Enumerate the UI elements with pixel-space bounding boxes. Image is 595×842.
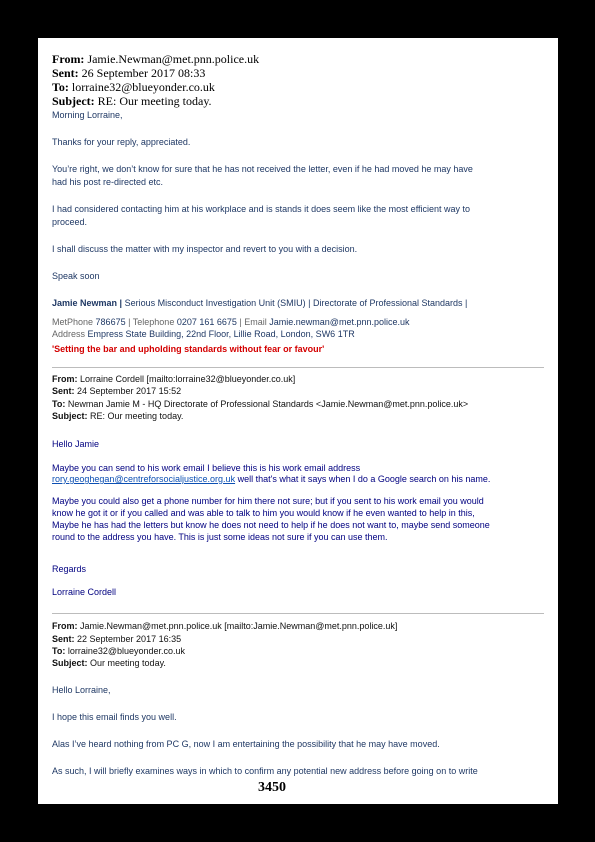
email2-subject-line: Subject: RE: Our meeting today. — [52, 411, 184, 421]
email1-greeting: Morning Lorraine, — [52, 110, 123, 120]
email3-subject: Our meeting today. — [90, 658, 166, 668]
email2-name: Lorraine Cordell — [52, 587, 117, 597]
email3-subject-line: Subject: Our meeting today. — [52, 658, 166, 668]
email1-paragraph: proceed. — [52, 217, 88, 227]
email1-motto: 'Setting the bar and upholding standards without fear or favour' — [52, 344, 325, 354]
email3-sent: 22 September 2017 16:35 — [77, 634, 182, 644]
sig-unit: Serious Misconduct Investigation Unit (SMIU) | Directorate of Professional Standards | — [122, 298, 468, 308]
email1-subject-line: Subject: RE: Our meeting today. — [52, 94, 212, 108]
email1-paragraph: I had considered contacting him at his workplace and is stands it does seem like the most efficient way to — [52, 204, 471, 214]
email1-signature-contact: MetPhone 786675 | Telephone 0207 161 6675 | Email Jamie.newman@met.pnn.police.uk — [52, 317, 410, 327]
work-email-link[interactable]: rory.geoghegan@centreforsocialjustice.org.uk — [52, 474, 236, 484]
email1-sent: 26 September 2017 08:33 — [81, 66, 206, 80]
email2-to: Newman Jamie M - HQ Directorate of Professional Standards <Jamie.Newman@met.pnn.police.uk> — [67, 399, 469, 409]
email2-paragraph: Maybe you can send to his work email I believe this is his work email address — [52, 463, 361, 473]
email2-paragraph: know he got it or if you called and was able to talk to him you would know if he even wanted to help in this, — [52, 508, 475, 518]
email3-to: lorraine32@blueyonder.co.uk — [67, 646, 186, 656]
sig-name: Jamie Newman | — [52, 298, 123, 308]
email2-paragraph: round to the address you have. This is just some ideas not sure if you can use them. — [52, 532, 388, 542]
email3-paragraph: As such, I will briefly examines ways in which to confirm any potential new address before going on to write — [52, 766, 478, 776]
email2-paragraph: Maybe he has had the letters but know he does not need to help if he does not want to, maybe send someone — [52, 520, 490, 530]
email1-from: Jamie.Newman@met.pnn.police.uk — [87, 52, 260, 66]
email2-from-line: From: Lorraine Cordell [mailto:lorraine32@blueyonder.co.uk] — [52, 374, 296, 384]
divider — [52, 367, 544, 368]
document-page — [38, 38, 558, 804]
email1-from-line: From: Jamie.Newman@met.pnn.police.uk — [52, 52, 260, 66]
divider — [52, 613, 544, 614]
email2-sent: 24 September 2017 15:52 — [77, 386, 182, 396]
email1-signature-title — [52, 298, 467, 309]
email3-sent-line: Sent: 22 September 2017 16:35 — [52, 634, 182, 644]
email1-paragraph: You’re right, we don’t know for sure that he has not received the letter, even if he had moved he may have — [52, 164, 473, 174]
email1-paragraph: I shall discuss the matter with my inspector and revert to you with a decision. — [52, 244, 358, 254]
email3-from-line: From: Jamie.Newman@met.pnn.police.uk [mailto:Jamie.Newman@met.pnn.police.uk] — [52, 621, 398, 631]
email3-from: Jamie.Newman@met.pnn.police.uk [mailto:Jamie.Newman@met.pnn.police.uk] — [80, 621, 398, 631]
email3-to-line: To: lorraine32@blueyonder.co.uk — [52, 646, 186, 656]
email3-greeting: Hello Lorraine, — [52, 685, 111, 695]
email3-paragraph: Alas I’ve heard nothing from PC G, now I am entertaining the possibility that he may have moved. — [52, 739, 440, 749]
email2-greeting: Hello Jamie — [52, 439, 100, 449]
email1-sent-line: Sent: 26 September 2017 08:33 — [52, 66, 206, 80]
email2-subject: RE: Our meeting today. — [90, 411, 184, 421]
email1-paragraph: had his post re-directed etc. — [52, 177, 164, 187]
email1-signature-address: Address Empress State Building, 22nd Floor, Lillie Road, London, SW6 1TR — [52, 329, 355, 339]
email1-to-line: To: lorraine32@blueyonder.co.uk — [52, 80, 215, 94]
email2-sent-line: Sent: 24 September 2017 15:52 — [52, 386, 182, 396]
email2-to-line: To: Newman Jamie M - HQ Directorate of Professional Standards <Jamie.Newman@met.pnn.police.uk> — [52, 399, 469, 409]
email1-paragraph: Thanks for your reply, appreciated. — [52, 137, 191, 147]
email1-signoff: Speak soon — [52, 271, 100, 281]
sig-email: Jamie.newman@met.pnn.police.uk — [269, 317, 410, 327]
email2-paragraph: rory.geoghegan@centreforsocialjustice.org.uk well that's what it says when I do a Google search on his name. — [52, 474, 491, 484]
email2-paragraph: Maybe you could also get a phone number for him there not sure; but if you sent to his work email you would — [52, 496, 484, 506]
email1-to: lorraine32@blueyonder.co.uk — [71, 80, 215, 94]
email2-from: Lorraine Cordell [mailto:lorraine32@blueyonder.co.uk] — [80, 374, 296, 384]
email3-paragraph: I hope this email finds you well. — [52, 712, 177, 722]
page-number: 3450 — [258, 780, 286, 795]
email2-signoff: Regards — [52, 564, 87, 574]
email1-subject: RE: Our meeting today. — [97, 94, 212, 108]
